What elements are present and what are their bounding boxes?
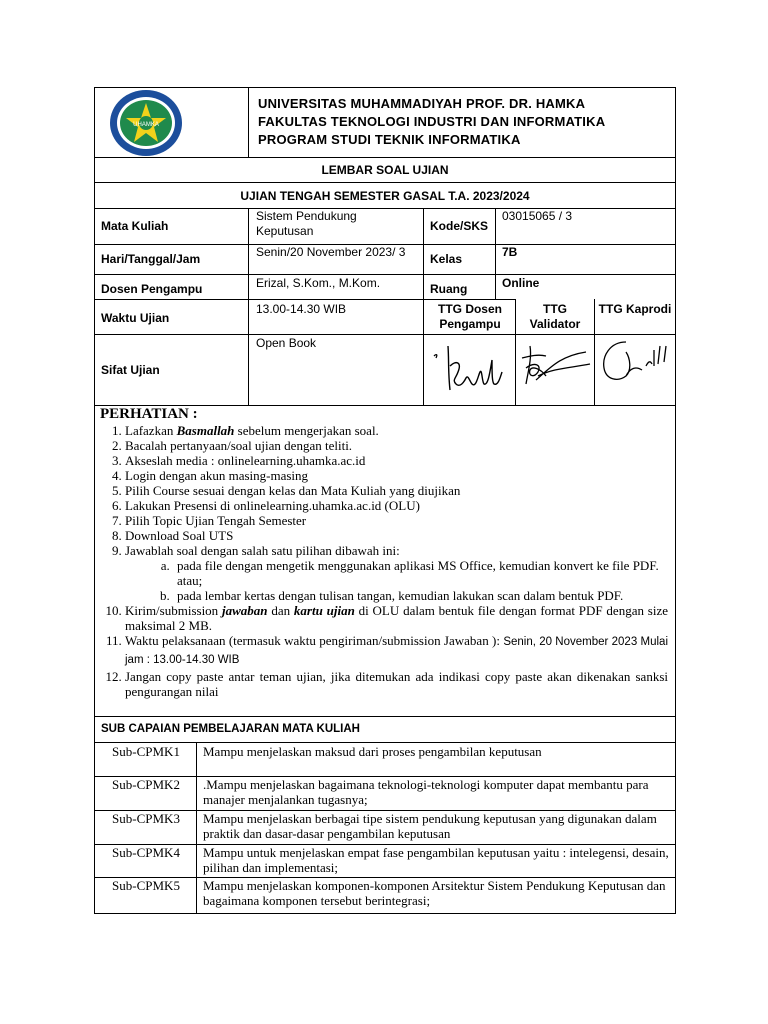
rule bbox=[94, 742, 676, 743]
sheet-title: LEMBAR SOAL UJIAN bbox=[321, 163, 449, 177]
sifat-value: Open Book bbox=[256, 336, 317, 350]
rule-item-1 bbox=[125, 423, 668, 438]
mata-kuliah-label: Mata Kuliah bbox=[101, 219, 169, 233]
cpmk-desc-4: Mampu untuk menjelaskan empat fase pengambilan keputusan yaitu : intelegensi, desain, pilihan dan implementasi; bbox=[203, 845, 669, 875]
rule bbox=[423, 208, 424, 406]
cpmk-code-4: Sub-CPMK4 bbox=[112, 845, 180, 860]
rule-10-em-kartu: kartu ujian bbox=[293, 603, 355, 618]
rule bbox=[94, 716, 676, 717]
border-left bbox=[94, 87, 95, 914]
perhatian-list bbox=[101, 423, 668, 699]
rule-9-text: Jawablah soal dengan salah satu pilihan dibawah ini: bbox=[125, 543, 400, 558]
rule-item-10 bbox=[125, 603, 668, 633]
border-bottom bbox=[94, 913, 676, 914]
rule bbox=[594, 299, 595, 406]
rule-item-5: 5. Pilih Course sesuai dengan kelas dan Mata Kuliah yang diujikan bbox=[125, 483, 668, 498]
rule-10-em-jawaban: jawaban bbox=[222, 603, 268, 618]
hari-value: Senin/20 November 2023/ 3 bbox=[256, 245, 406, 259]
cpmk-desc-2: .Mampu menjelaskan bagaimana teknologi-teknologi komputer dapat membantu para manajer menjalankan tugasnya; bbox=[203, 777, 649, 807]
university-name: UNIVERSITAS MUHAMMADIYAH PROF. DR. HAMKA bbox=[258, 96, 586, 111]
waktu-value: 13.00-14.30 WIB bbox=[256, 302, 347, 316]
mata-kuliah-value: Sistem Pendukung Keputusan bbox=[256, 209, 357, 238]
rule bbox=[94, 274, 676, 275]
rule-item-9a: a. pada file dengan mengetik menggunakan aplikasi MS Office, kemudian konvert ke file PDF. atau; bbox=[173, 558, 668, 588]
rule-item-4: 4. Login dengan akun masing-masing bbox=[125, 468, 668, 483]
rule-10-pre: Kirim/submission bbox=[125, 603, 222, 618]
rule-1-emphasis: Basmallah bbox=[176, 423, 235, 438]
rule bbox=[94, 182, 676, 183]
sifat-label: Sifat Ujian bbox=[101, 363, 160, 377]
dosen-value: Erizal, S.Kom., M.Kom. bbox=[256, 276, 381, 290]
waktu-label: Waktu Ujian bbox=[101, 311, 170, 325]
rule-10-post: di OLU dalam bentuk file dengan format PDF dengan size maksimal 2 MB. bbox=[125, 603, 668, 633]
rule-item-12: 12. Jangan copy paste antar teman ujian, jika ditemukan ada indikasi copy paste akan dikenakan sanksi pengurangan nilai bbox=[125, 669, 668, 699]
border-top bbox=[94, 87, 676, 88]
cpmk-code-2: Sub-CPMK2 bbox=[112, 777, 180, 792]
rule bbox=[196, 742, 197, 914]
cpmk-desc-1: Mampu menjelaskan maksud dari proses pengambilan keputusan bbox=[203, 744, 542, 759]
signature-kaprodi bbox=[596, 336, 675, 402]
ruang-label: Ruang bbox=[430, 282, 468, 296]
logo-caption: UHAMKA bbox=[133, 122, 159, 128]
rule-1-post: sebelum mengerjakan soal. bbox=[234, 423, 379, 438]
rule-11-time: Senin, 20 November 2023 Mulai jam : 13.00-14.30 WIB bbox=[125, 636, 668, 666]
cpmk-desc-3: Mampu menjelaskan berbagai tipe sistem pendukung keputusan yang digunakan dalam praktik dan dasar-dasar pengambilan keputusan bbox=[203, 811, 657, 841]
rule-item-7: 7. Pilih Topic Ujian Tengah Semester bbox=[125, 513, 668, 528]
cpmk-code-3: Sub-CPMK3 bbox=[112, 811, 180, 826]
hari-label: Hari/Tanggal/Jam bbox=[101, 252, 201, 266]
cpmk-desc-5: Mampu menjelaskan komponen-komponen Arsitektur Sistem Pendukung Keputusan dan bagaimana komponen tersebut berintegrasi; bbox=[203, 878, 666, 908]
rule-item-9 bbox=[125, 543, 668, 603]
perhatian-title: PERHATIAN : bbox=[100, 406, 198, 422]
signature-dosen bbox=[428, 338, 512, 402]
rule-item-2: 2. Bacalah pertanyaan/soal ujian dengan teliti. bbox=[125, 438, 668, 453]
ttg-dosen-label: TTG Dosen Pengampu bbox=[437, 302, 502, 331]
rule-11-pre: Waktu pelaksanaan (termasuk waktu pengiriman/submission Jawaban ): bbox=[125, 633, 504, 648]
rule-item-9b: b. pada lembar kertas dengan tulisan tangan, kemudian lakukan scan dalam bentuk PDF. bbox=[173, 588, 668, 603]
ttg-kaprodi-label: TTG Kaprodi bbox=[598, 302, 672, 316]
university-logo bbox=[108, 89, 184, 157]
rule-1-pre: Lafazkan bbox=[125, 423, 177, 438]
rule bbox=[248, 87, 249, 158]
kode-label: Kode/SKS bbox=[430, 219, 489, 233]
rule bbox=[94, 299, 516, 300]
dosen-label: Dosen Pengampu bbox=[101, 282, 203, 296]
rule bbox=[248, 208, 249, 406]
rule bbox=[94, 157, 676, 158]
exam-title: UJIAN TENGAH SEMESTER GASAL T.A. 2023/2024 bbox=[240, 189, 530, 203]
ttg-validator-label: TTG Validator bbox=[529, 302, 581, 331]
rule-item-3: 3. Akseslah media : onlinelearning.uhamka.ac.id bbox=[125, 453, 668, 468]
rule-item-6: 6. Lakukan Presensi di onlinelearning.uhamka.ac.id (OLU) bbox=[125, 498, 668, 513]
kelas-label: Kelas bbox=[430, 252, 463, 266]
cpmk-code-5: Sub-CPMK5 bbox=[112, 878, 180, 893]
rule-item-8: 8. Download Soal UTS bbox=[125, 528, 668, 543]
rule-item-11 bbox=[125, 633, 668, 669]
faculty-name: FAKULTAS TEKNOLOGI INDUSTRI DAN INFORMATIKA bbox=[258, 114, 606, 129]
rule-10-mid: dan bbox=[267, 603, 294, 618]
ruang-value: Online bbox=[502, 276, 540, 290]
kelas-value: 7B bbox=[502, 245, 518, 259]
rule bbox=[495, 208, 496, 300]
border-right bbox=[675, 87, 676, 914]
kode-value: 03015065 / 3 bbox=[502, 209, 573, 223]
signature-validator bbox=[516, 338, 594, 402]
cpmk-code-1: Sub-CPMK1 bbox=[112, 744, 180, 759]
program-name: PROGRAM STUDI TEKNIK INFORMATIKA bbox=[258, 132, 521, 147]
rule bbox=[94, 334, 676, 335]
cpmk-title: SUB CAPAIAN PEMBELAJARAN MATA KULIAH bbox=[101, 723, 360, 735]
